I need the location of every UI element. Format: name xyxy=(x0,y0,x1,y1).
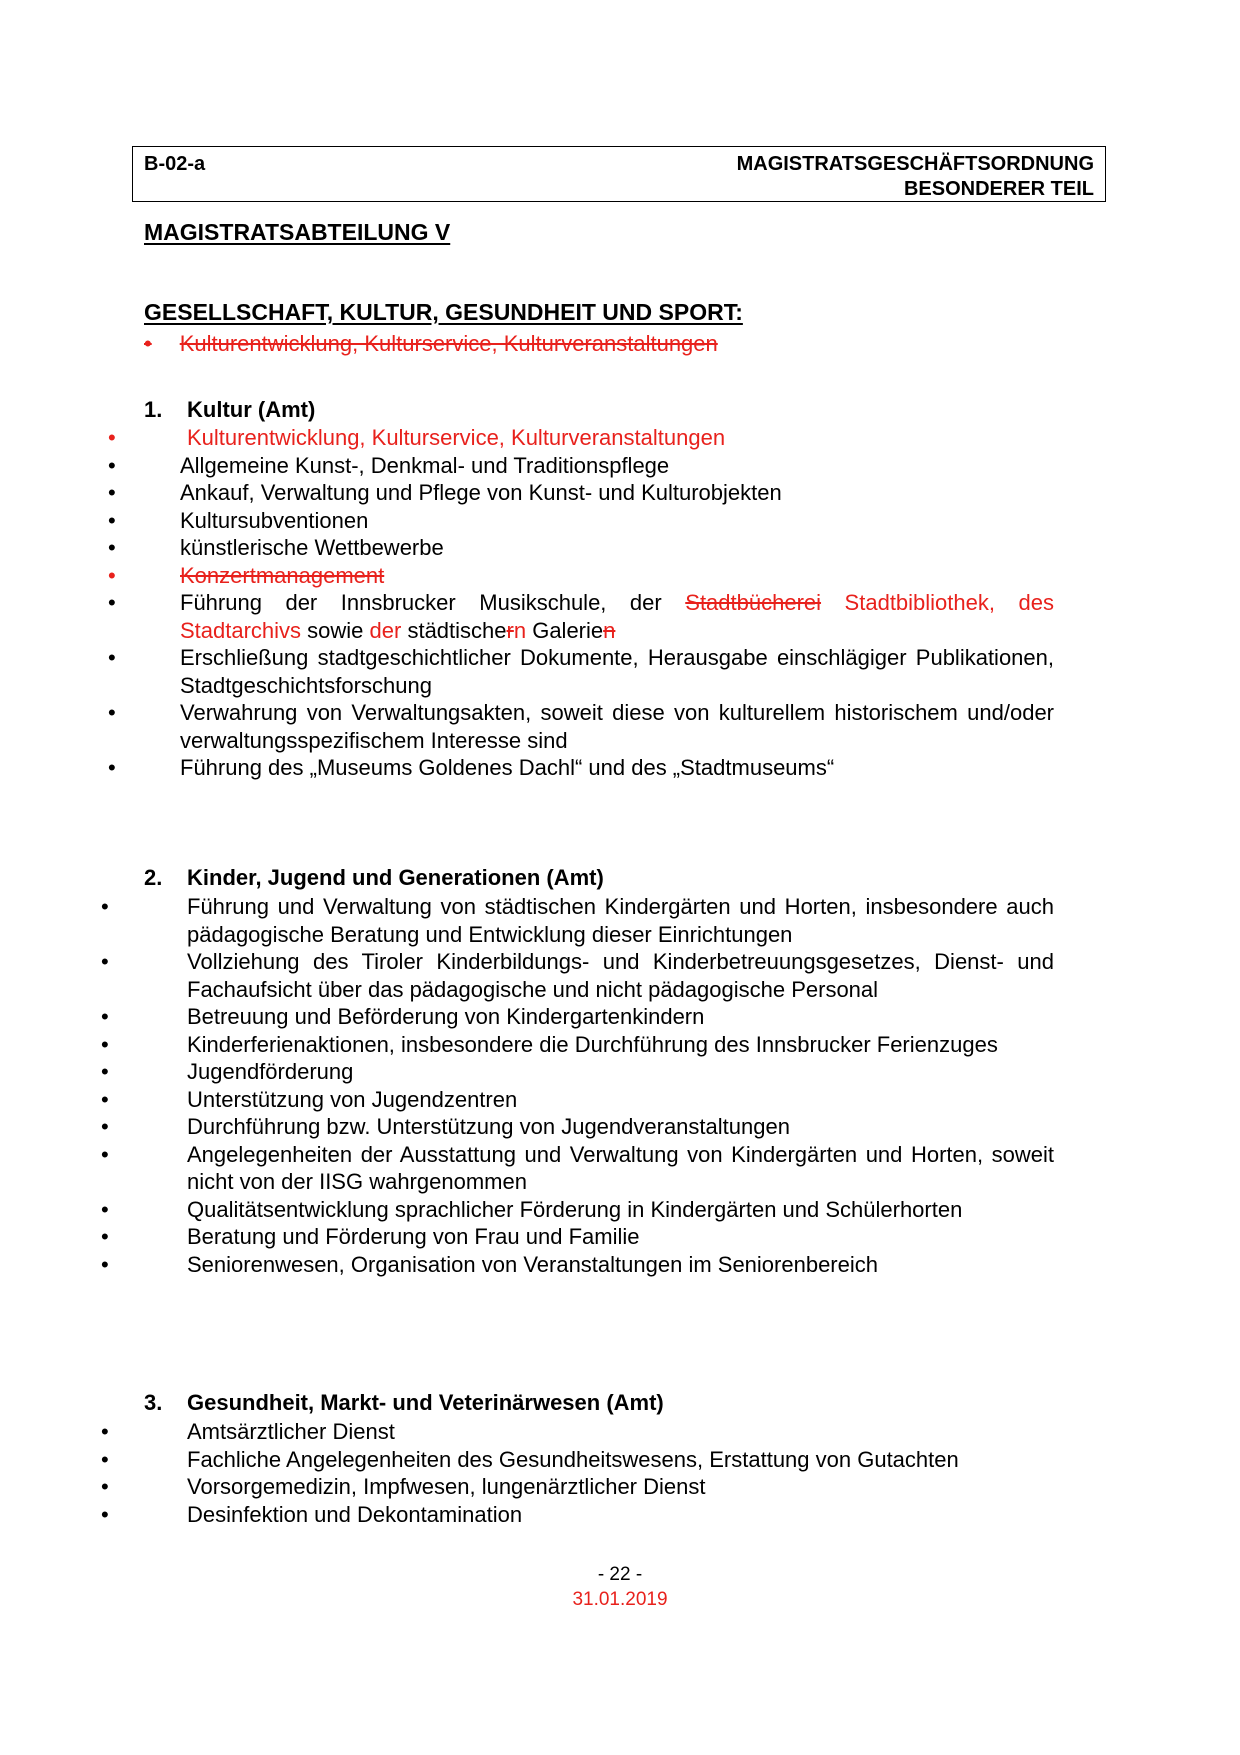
list-item-text: Ankauf, Verwaltung und Pflege von Kunst- und Kulturobjekten xyxy=(180,480,782,505)
list-item xyxy=(101,1473,1054,1501)
list-item xyxy=(101,1141,1054,1196)
section-2-number: 2. xyxy=(144,865,163,890)
bullet-glyph: • xyxy=(108,562,116,588)
bullet-glyph: • xyxy=(101,1141,109,1167)
list-item-text: Amtsärztlicher Dienst xyxy=(187,1419,395,1444)
list-item-text: Führung der Innsbrucker Musikschule, der xyxy=(180,590,686,615)
bullet-glyph: • xyxy=(101,949,109,974)
bullet-glyph: • xyxy=(144,331,152,356)
list-item-text: Beratung und Förderung von Frau und Familie xyxy=(187,1224,640,1249)
list-item-text: Betreuung und Beförderung von Kindergartenkindern xyxy=(187,1004,705,1029)
list-item xyxy=(108,479,1054,507)
document-title-line2: BESONDERER TEIL xyxy=(903,178,1094,200)
list-item xyxy=(101,1251,1054,1279)
section-1-title xyxy=(144,396,315,423)
list-item-text: Galerie xyxy=(526,617,604,643)
list-item-text: Allgemeine Kunst-, Denkmal- und Traditionspflege xyxy=(180,452,670,478)
section-3-title xyxy=(144,1389,664,1416)
deleted-text: r xyxy=(506,617,514,643)
section-1-title-text: Kultur (Amt) xyxy=(187,397,316,422)
section-2-title xyxy=(144,864,604,891)
department-title: MAGISTRATSABTEILUNG V xyxy=(144,219,451,245)
bullet-glyph: • xyxy=(108,535,116,560)
list-item-text: künstlerische Wettbewerbe xyxy=(180,535,444,560)
bullet-glyph: • xyxy=(108,480,116,505)
deleted-text: Stadtbücherei xyxy=(685,590,822,615)
list-item-text: Unterstützung von Jugendzentren xyxy=(187,1086,518,1112)
bullet-glyph: • xyxy=(101,894,109,919)
section-1-number: 1. xyxy=(144,397,163,422)
list-item-text: Jugendförderung xyxy=(187,1059,354,1084)
deleted-area-bullet-text: Kulturentwicklung, Kulturservice, Kulturveranstaltungen xyxy=(179,331,718,356)
deleted-text: n xyxy=(603,617,616,643)
list-item-text: Qualitätsentwicklung sprachlicher Förderung in Kindergärten und Schülerhorten xyxy=(187,1196,963,1222)
bullet-glyph: • xyxy=(108,755,116,780)
list-item xyxy=(101,948,1054,1003)
list-item xyxy=(108,589,1054,644)
list-item-text: Vorsorgemedizin, Impfwesen, lungenärztlicher Dienst xyxy=(187,1474,706,1499)
list-item-text: Seniorenwesen, Organisation von Veranstaltungen im Seniorenbereich xyxy=(187,1251,878,1277)
list-item-text: Konzertmanagement xyxy=(180,562,385,588)
bullet-glyph: • xyxy=(101,1004,109,1029)
list-item xyxy=(101,1113,1054,1141)
list-item xyxy=(108,754,1054,782)
list-item xyxy=(101,1031,1054,1059)
list-item-text: Vollziehung des Tiroler Kinderbildungs- und Kinderbetreuungsgesetzes, Dienst- und Fachaufsicht über das pädagogische und nicht pädagogische Personal xyxy=(187,949,1054,1002)
bullet-glyph: • xyxy=(101,1251,109,1277)
bullet-glyph: • xyxy=(108,507,116,533)
bullet-glyph: • xyxy=(101,1031,109,1057)
inserted-text: der xyxy=(369,617,402,643)
bullet-glyph: • xyxy=(101,1474,109,1499)
list-item-text: Verwahrung von Verwaltungsakten, soweit diese von kulturellem historischem und/oder verwaltungsspezifischem Interesse sind xyxy=(180,700,1054,753)
revision-date: 31.01.2019 xyxy=(572,1589,668,1610)
page-number: - 22 - xyxy=(597,1564,643,1585)
bullet-glyph: • xyxy=(101,1224,109,1249)
list-item xyxy=(108,507,1054,535)
list-item-text: Angelegenheiten der Ausstattung und Verwaltung von Kindergärten und Horten, soweit nicht von der IISG wahrgenommen xyxy=(187,1141,1054,1194)
list-item xyxy=(108,699,1054,754)
list-item xyxy=(101,1418,1054,1446)
list-item-text: Führung und Verwaltung von städtischen Kindergärten und Horten, insbesondere auch pädagogische Beratung und Entwicklung dieser Einrichtungen xyxy=(187,894,1054,947)
bullet-glyph: • xyxy=(101,1446,109,1472)
bullet-glyph: • xyxy=(108,590,116,615)
deleted-area-bullet xyxy=(144,330,718,357)
bullet-glyph: • xyxy=(101,1086,109,1112)
list-item xyxy=(101,1501,1054,1529)
list-item xyxy=(108,534,1054,562)
bullet-glyph: • xyxy=(108,452,116,478)
list-item-text: Erschließung stadtgeschichtlicher Dokumente, Herausgabe einschlägiger Publikationen, Stadtgeschichtsforschung xyxy=(180,645,1054,698)
list-item xyxy=(108,644,1054,699)
document-title xyxy=(737,152,1094,202)
section-3-title-text: Gesundheit, Markt- und Veterinärwesen (Amt) xyxy=(187,1390,664,1415)
list-item xyxy=(108,424,1054,452)
area-title: GESELLSCHAFT, KULTUR, GESUNDHEIT UND SPORT: xyxy=(144,299,743,325)
section-1-list xyxy=(108,424,1054,782)
list-item xyxy=(101,1223,1054,1251)
section-2-list xyxy=(101,893,1054,1278)
document-title-line1: MAGISTRATSGESCHÄFTSORDNUNG xyxy=(736,153,1094,175)
list-item-text: Kulturentwicklung, Kulturservice, Kulturveranstaltungen xyxy=(187,425,726,450)
list-item-text: Durchführung bzw. Unterstützung von Jugendveranstaltungen xyxy=(187,1114,790,1139)
bullet-glyph: • xyxy=(101,1196,109,1222)
bullet-glyph: • xyxy=(108,645,116,670)
list-item xyxy=(101,1003,1054,1031)
list-item xyxy=(108,452,1054,480)
bullet-glyph: • xyxy=(101,1114,109,1139)
bullet-glyph: • xyxy=(101,1419,109,1444)
list-item xyxy=(101,1058,1054,1086)
list-item xyxy=(101,1196,1054,1224)
list-item xyxy=(101,1086,1054,1114)
list-item-text: Kinderferienaktionen, insbesondere die Durchführung des Innsbrucker Ferienzuges xyxy=(187,1031,998,1057)
section-3-number: 3. xyxy=(144,1390,163,1415)
list-item xyxy=(101,1446,1054,1474)
bullet-glyph: • xyxy=(108,425,116,450)
bullet-glyph: • xyxy=(101,1059,109,1084)
list-item-text: Fachliche Angelegenheiten des Gesundheitswesens, Erstattung von Gutachten xyxy=(187,1446,959,1472)
document-header xyxy=(132,146,1106,202)
inserted-text: n xyxy=(513,617,527,643)
list-item-text: städtische xyxy=(401,617,507,643)
document-code: B-02-a xyxy=(144,153,206,175)
list-item-text: Desinfektion und Dekontamination xyxy=(187,1501,523,1527)
bullet-glyph: • xyxy=(108,700,116,725)
list-item xyxy=(101,893,1054,948)
inserted-text: Stadtbibliothek, des Stadtarchivs xyxy=(180,590,1054,643)
bullet-glyph: • xyxy=(101,1501,109,1527)
list-item-text: Kultursubventionen xyxy=(180,507,369,533)
list-item xyxy=(108,562,1054,590)
section-2-title-text: Kinder, Jugend und Generationen (Amt) xyxy=(187,865,604,890)
section-3-list xyxy=(101,1418,1054,1528)
list-item-text: Führung des „Museums Goldenes Dachl“ und des „Stadtmuseums“ xyxy=(180,755,835,780)
list-item-text: sowie xyxy=(301,617,370,643)
